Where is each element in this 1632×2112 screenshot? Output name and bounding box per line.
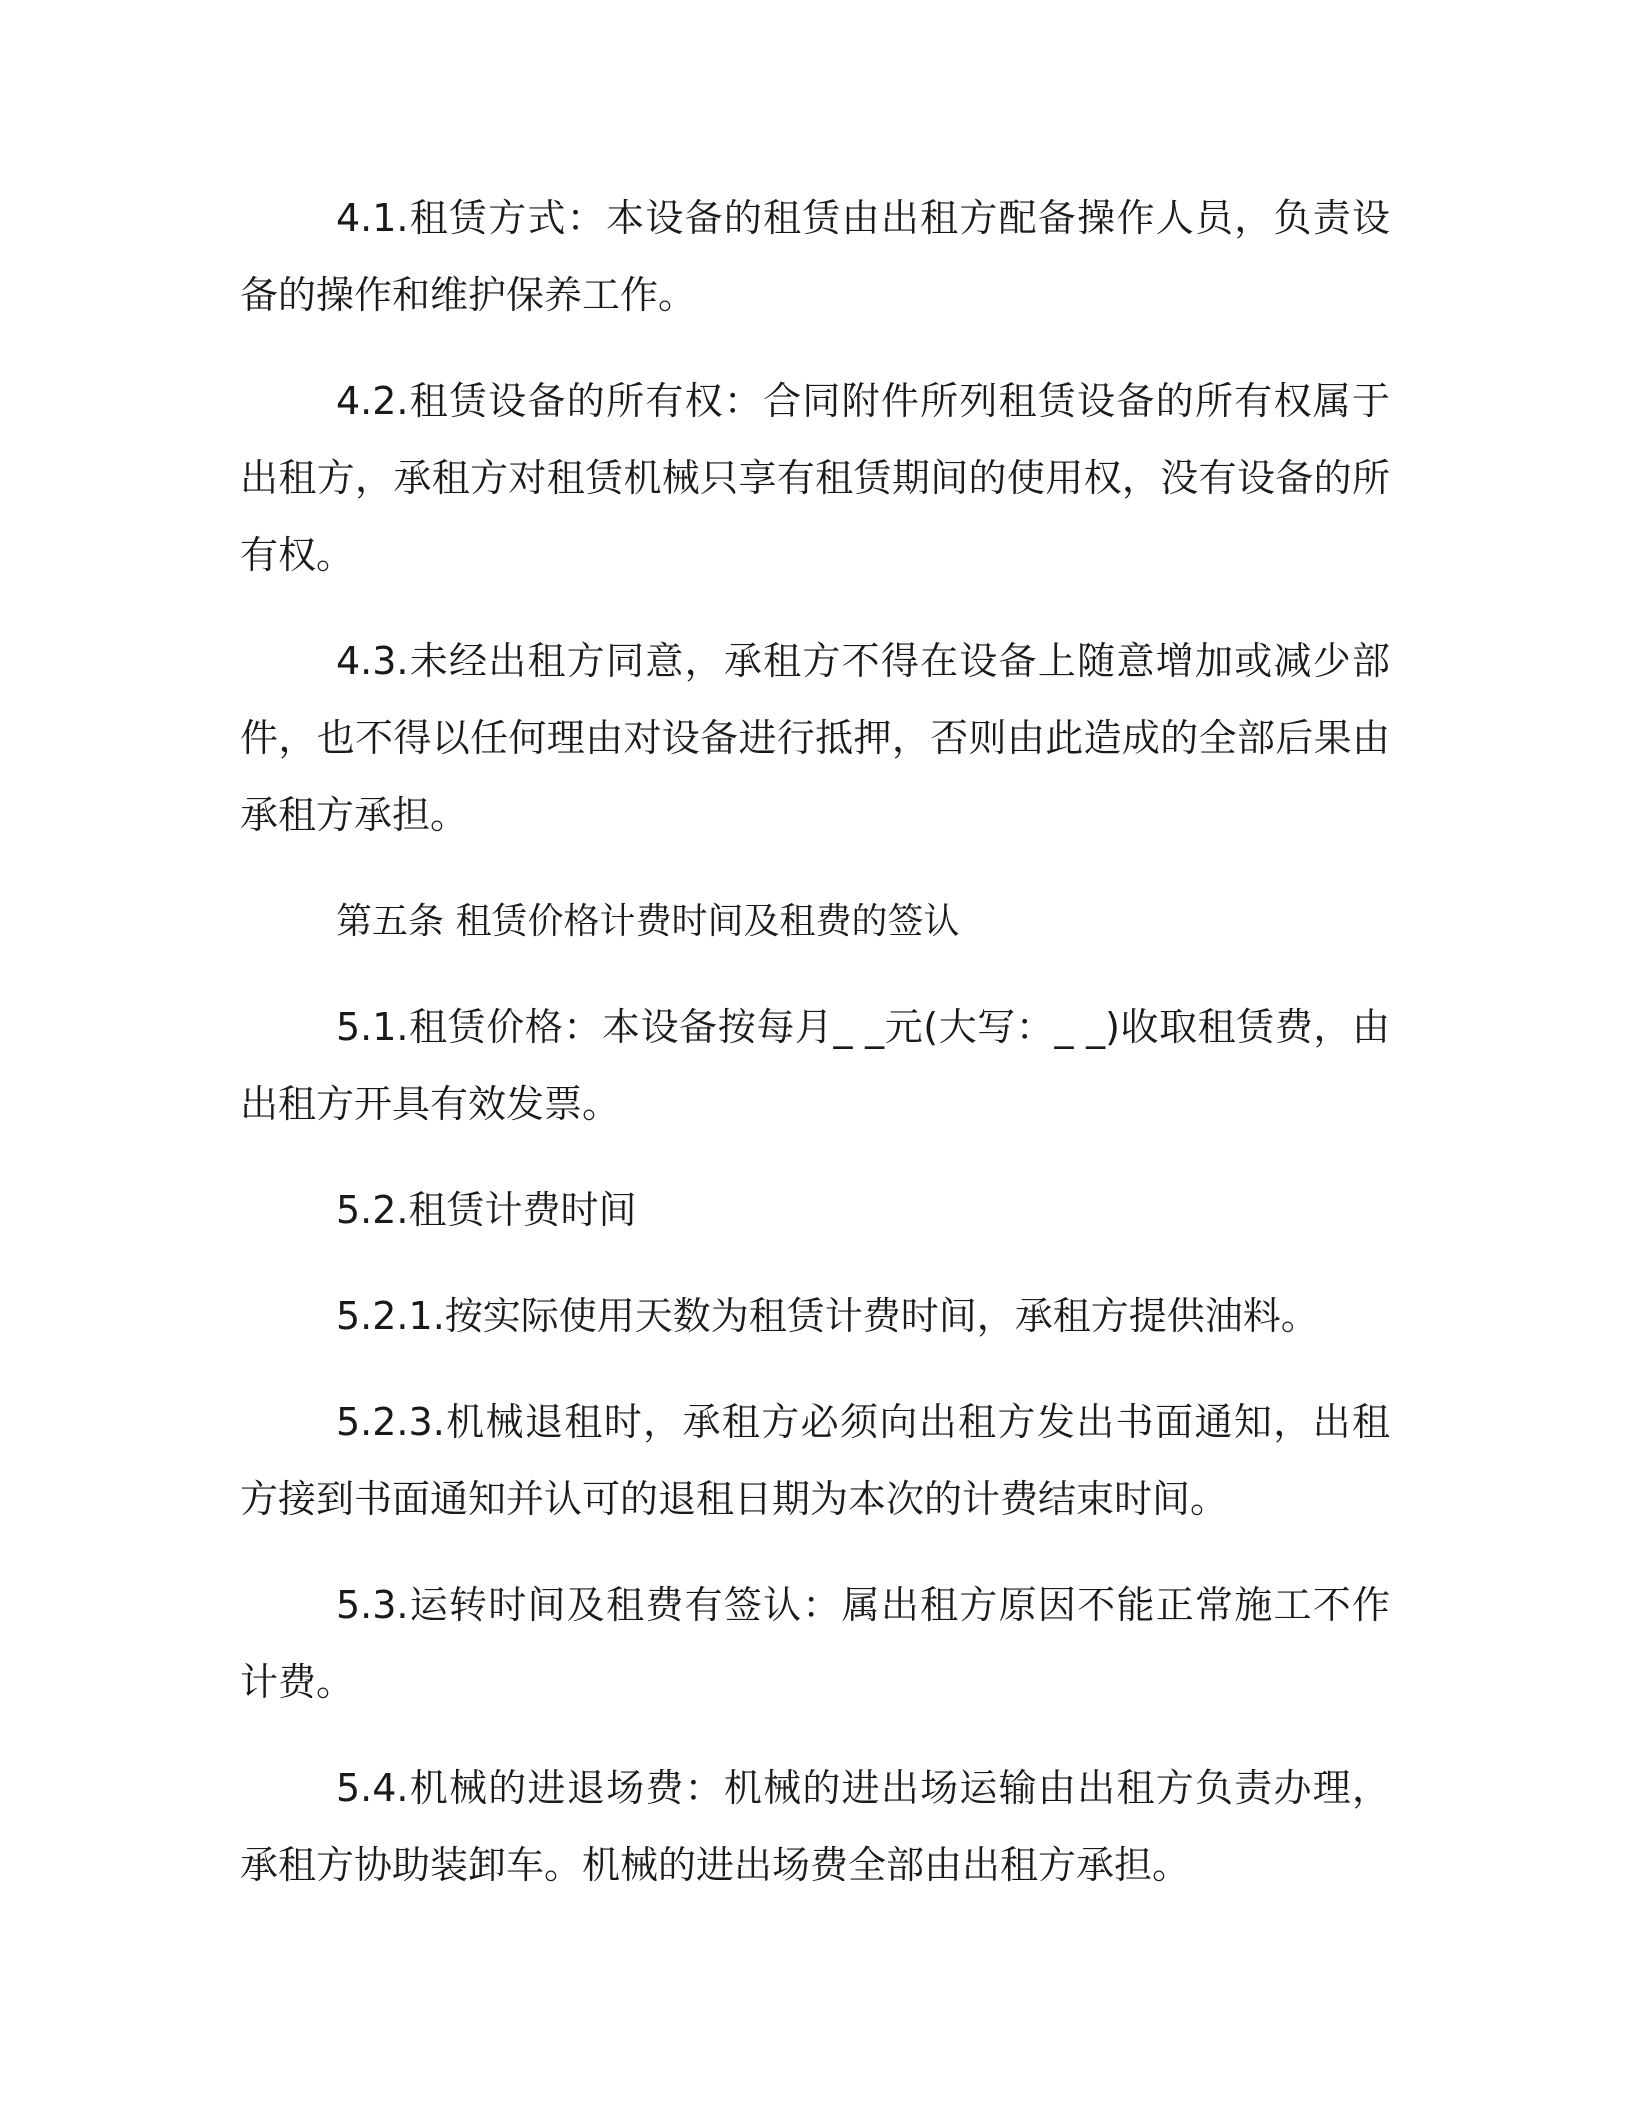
article-5-heading: 第五条 租赁价格计费时间及租费的签认 [336, 901, 960, 942]
clause-5-2-1: 5.2.1.按实际使用天数为租赁计费时间，承租方提供油料。 [336, 1294, 1319, 1338]
clause-5-2-3: 5.2.3.机械退租时，承租方必须向出租方发出书面通知，出租方接到书面通知并认可的退租日期为本次的计费结束时间。 [240, 1400, 1390, 1521]
clause-4-1: 4.1.租赁方式：本设备的租赁由出租方配备操作人员，负责设备的操作和维护保养工作。 [240, 196, 1390, 317]
clause-4-2: 4.2.租赁设备的所有权：合同附件所列租赁设备的所有权属于出租方，承租方对租赁机械只享有租赁期间的使用权，没有设备的所有权。 [240, 379, 1390, 577]
clause-5-3: 5.3.运转时间及租费有签认：属出租方原因不能正常施工不作计费。 [240, 1583, 1390, 1704]
clause-5-4: 5.4.机械的进退场费：机械的进出场运输由出租方负责办理，承租方协助装卸车。机械的进出场费全部由出租方承担。 [240, 1766, 1390, 1887]
clause-5-1: 5.1.租赁价格：本设备按每月_ _元(大写：_ _)收取租赁费，由出租方开具有效发票。 [240, 1005, 1390, 1126]
clause-4-3: 4.3.未经出租方同意，承租方不得在设备上随意增加或减少部件，也不得以任何理由对设备进行抵押，否则由此造成的全部后果由承租方承担。 [240, 639, 1390, 837]
clause-5-2: 5.2.租赁计费时间 [336, 1188, 637, 1232]
document-page [240, 180, 1390, 1933]
